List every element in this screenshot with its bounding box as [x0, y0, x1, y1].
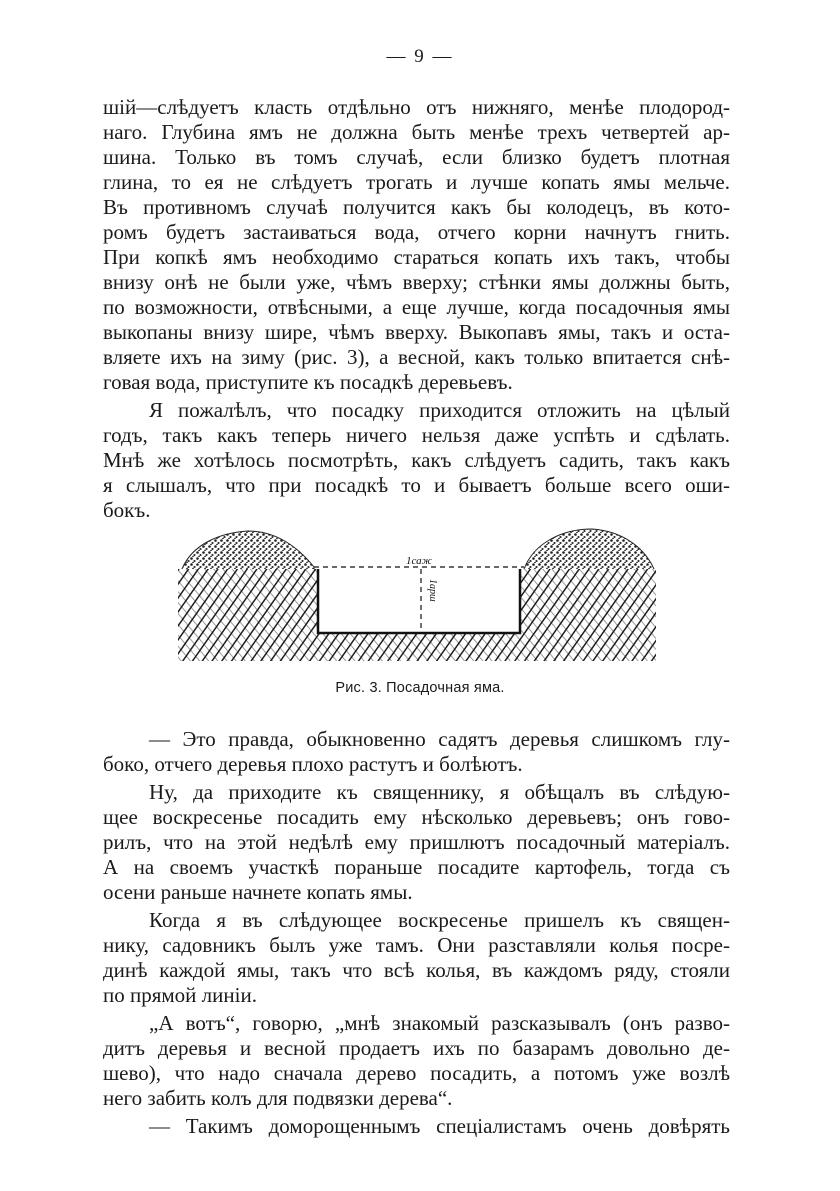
figure-caption: Рис. 3. Посадочная яма.	[335, 680, 505, 696]
text-line: по возможности, отвѣсными, а еще лучше, когда посадочныя ямы	[103, 295, 730, 319]
text-line: по прямой линіи.	[103, 983, 257, 1007]
text-line: внизу онѣ не были уже, чѣмъ вверху; стѣнки ямы должны быть,	[103, 270, 730, 294]
label-depth: 1арш	[427, 579, 438, 602]
bottom-text-block	[103, 727, 730, 1142]
text-line: шево), что надо сначала дерево посадить, а потомъ уже возлѣ	[103, 1061, 730, 1085]
text-line: я слышалъ, что при посадкѣ то и бываетъ больше всего оши-	[103, 473, 730, 497]
text-line: вляете ихъ на зиму (рис. 3), а весной, какъ только впитается снѣ-	[103, 345, 730, 369]
text-line: При копкѣ ямъ необходимо стараться копать ихъ такъ, чтобы	[103, 245, 730, 269]
text-line: шій—слѣдуетъ класть отдѣльно отъ нижняго, менѣе плодород-	[103, 95, 730, 119]
text-line: осени раньше начнете копать ямы.	[103, 880, 413, 904]
text-line: выкопаны внизу шире, чѣмъ вверху. Выкопавъ ямы, такъ и оста-	[103, 320, 730, 344]
text-line: годъ, такъ какъ теперь ничего нельзя даже успѣть и сдѣлать.	[103, 423, 730, 447]
paragraph	[103, 727, 730, 777]
text-line: „А вотъ“, говорю, „мнѣ знакомый разсказывалъ (онъ разво-	[149, 1011, 730, 1035]
text-line: нику, садовникъ былъ уже тамъ. Они разставляли колья посре-	[103, 933, 730, 957]
left-soil-mound	[182, 531, 314, 571]
text-line: Ну, да приходите къ священнику, я обѣщалъ въ слѣдую-	[149, 780, 730, 804]
text-line: него забить колъ для подвязки дерева“.	[103, 1086, 453, 1110]
text-line: Мнѣ же хотѣлось посмотрѣть, какъ слѣдуетъ садить, такъ какъ	[103, 448, 730, 472]
paragraph	[103, 95, 730, 395]
text-line: дитъ деревья и весной продаетъ ихъ по базарамъ довольно де-	[103, 1036, 730, 1060]
text-line: щее воскресенье посадить ему нѣсколько деревьевъ; онъ гово-	[103, 805, 730, 829]
text-line: — Это правда, обыкновенно садятъ деревья слишкомъ глу-	[149, 727, 730, 751]
text-line: глина, то ея не слѣдуетъ трогать и лучше копать ямы мельче.	[103, 170, 730, 194]
pit-cavity	[318, 567, 520, 633]
paragraph	[103, 398, 730, 523]
planting-pit-figure	[178, 527, 656, 667]
text-line: наго. Глубина ямъ не должна быть менѣе трехъ четвертей ар-	[103, 120, 730, 144]
text-line: динѣ каждой ямы, такъ что всѣ колья, въ каждомъ ряду, стояли	[103, 958, 730, 982]
text-line: боко, отчего деревья плохо растутъ и болѣютъ.	[103, 752, 523, 776]
top-text-block	[103, 95, 730, 526]
paragraph	[103, 1114, 730, 1139]
text-line: шина. Только въ томъ случаѣ, если близко будетъ плотная	[103, 145, 730, 169]
paragraph	[103, 780, 730, 905]
text-line: Въ противномъ случаѣ получится какъ бы колодецъ, въ кото-	[103, 195, 730, 219]
text-line: А на своемъ участкѣ пораньше посадите картофель, тогда съ	[103, 855, 730, 879]
paragraph	[103, 908, 730, 1008]
text-line: Я пожалѣлъ, что посадку приходится отложить на цѣлый	[149, 398, 730, 422]
page-number: — 9 —	[386, 46, 454, 67]
label-width: 1саж	[406, 555, 432, 567]
paragraph	[103, 1011, 730, 1111]
text-line: говая вода, приступите къ посадкѣ деревьевъ.	[103, 370, 513, 394]
text-line: ромъ будетъ застаиваться вода, отчего корни начнутъ гнить.	[103, 220, 730, 244]
planting-pit-illustration	[178, 527, 656, 667]
text-line: рилъ, что на этой недѣлѣ ему пришлютъ посадочный матеріалъ.	[103, 830, 730, 854]
text-line: Когда я въ слѣдующее воскресенье пришелъ къ священ-	[149, 908, 730, 932]
right-soil-mound	[524, 529, 654, 571]
text-line: — Такимъ доморощеннымъ спеціалистамъ очень довѣрять	[149, 1114, 730, 1138]
text-line: бокъ.	[103, 498, 151, 522]
